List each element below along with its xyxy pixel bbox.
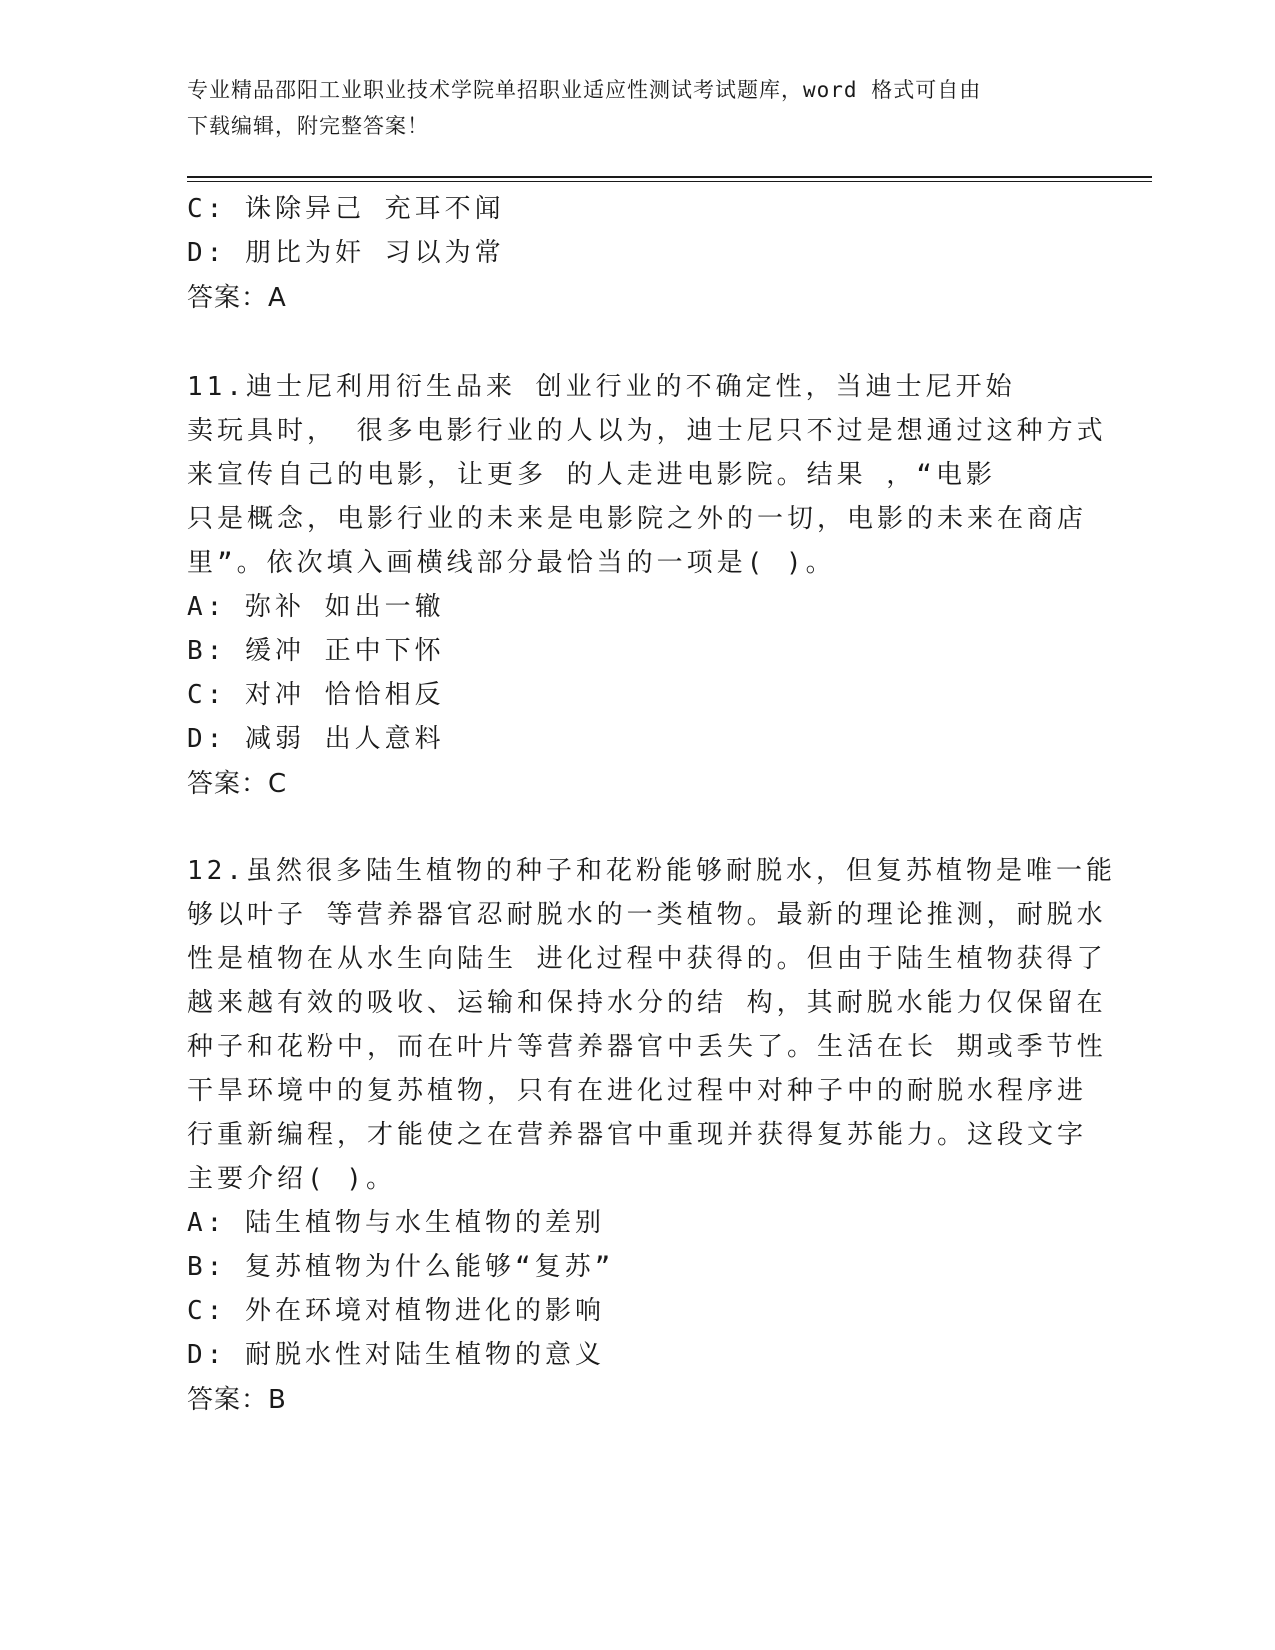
q12-stem-line: 够以叶子 等营养器官忍耐脱水的一类植物。最新的理论推测，耐脱水 bbox=[187, 900, 1107, 930]
option-label: C: bbox=[187, 680, 227, 710]
option-text: 外在环境对植物进化的影响 bbox=[245, 1296, 606, 1326]
q12-stem-line: 行重新编程，才能使之在营养器官中重现并获得复苏能力。这段文字 bbox=[187, 1120, 1088, 1150]
header-line-1: 专业精品邵阳工业职业技术学院单招职业适应性测试考试题库，word 格式可自由 bbox=[187, 78, 982, 102]
q12-option-d bbox=[187, 1338, 605, 1372]
q12-stem-line: 干旱环境中的复苏植物，只有在进化过程中对种子中的耐脱水程序进 bbox=[187, 1076, 1088, 1106]
q11-option-d bbox=[187, 722, 445, 756]
q11-option-c bbox=[187, 678, 445, 712]
option-text: 弥补 如出一辙 bbox=[245, 592, 445, 622]
option-label: C: bbox=[187, 194, 227, 224]
option-label: D: bbox=[187, 724, 227, 754]
q10-option-c bbox=[187, 192, 505, 226]
option-label: A: bbox=[187, 1208, 227, 1238]
q10-option-d bbox=[187, 236, 505, 270]
option-text: 对冲 恰恰相反 bbox=[245, 680, 445, 710]
option-label: D: bbox=[187, 238, 227, 268]
q11-option-b bbox=[187, 634, 445, 668]
option-label: B: bbox=[187, 636, 227, 666]
q12-option-c bbox=[187, 1294, 605, 1328]
q11-answer: 答案：C bbox=[187, 769, 288, 799]
q11-stem-line: 只是概念，电影行业的未来是电影院之外的一切，电影的未来在商店 bbox=[187, 504, 1088, 534]
q12-stem-line: 种子和花粉中，而在叶片等营养器官中丢失了。生活在长 期或季节性 bbox=[187, 1032, 1107, 1062]
option-text: 朋比为奸 习以为常 bbox=[245, 238, 505, 268]
q12-option-b bbox=[187, 1250, 614, 1284]
option-label: B: bbox=[187, 1252, 227, 1282]
option-text: 减弱 出人意料 bbox=[245, 724, 445, 754]
option-text: 复苏植物为什么能够“复苏” bbox=[245, 1252, 615, 1282]
q12-answer: 答案：B bbox=[187, 1385, 287, 1415]
q11-stem-line: 11.迪士尼利用衍生品来 创业行业的不确定性，当迪士尼开始 bbox=[187, 372, 1016, 402]
q12-stem-line: 性是植物在从水生向陆生 进化过程中获得的。但由于陆生植物获得了 bbox=[187, 944, 1107, 974]
option-text: 陆生植物与水生植物的差别 bbox=[245, 1208, 606, 1238]
q11-option-a bbox=[187, 590, 445, 624]
q12-option-a bbox=[187, 1206, 605, 1240]
q11-stem-line: 来宣传自己的电影，让更多 的人走进电影院。结果 ，“电影 bbox=[187, 460, 996, 490]
q12-stem-line: 越来越有效的吸收、运输和保持水分的结 构，其耐脱水能力仅保留在 bbox=[187, 988, 1107, 1018]
header-divider-bottom bbox=[187, 181, 1152, 182]
q11-stem-line: 卖玩具时， 很多电影行业的人以为，迪士尼只不过是想通过这种方式 bbox=[187, 416, 1107, 446]
document-header bbox=[187, 72, 1067, 144]
q12-stem-line: 12.虽然很多陆生植物的种子和花粉能够耐脱水，但复苏植物是唯一能 bbox=[187, 856, 1116, 886]
header-divider-top bbox=[187, 176, 1152, 178]
header-line-2: 下载编辑，附完整答案！ bbox=[187, 114, 429, 138]
q12-stem-line: 主要介绍( )。 bbox=[187, 1164, 396, 1194]
option-text: 耐脱水性对陆生植物的意义 bbox=[245, 1340, 606, 1370]
option-label: A: bbox=[187, 592, 227, 622]
q11-stem-line: 里”。依次填入画横线部分最恰当的一项是( )。 bbox=[187, 548, 836, 578]
option-label: D: bbox=[187, 1340, 227, 1370]
q10-answer: 答案：A bbox=[187, 283, 287, 313]
option-text: 缓冲 正中下怀 bbox=[245, 636, 445, 666]
option-text: 诛除异己 充耳不闻 bbox=[245, 194, 505, 224]
option-label: C: bbox=[187, 1296, 227, 1326]
